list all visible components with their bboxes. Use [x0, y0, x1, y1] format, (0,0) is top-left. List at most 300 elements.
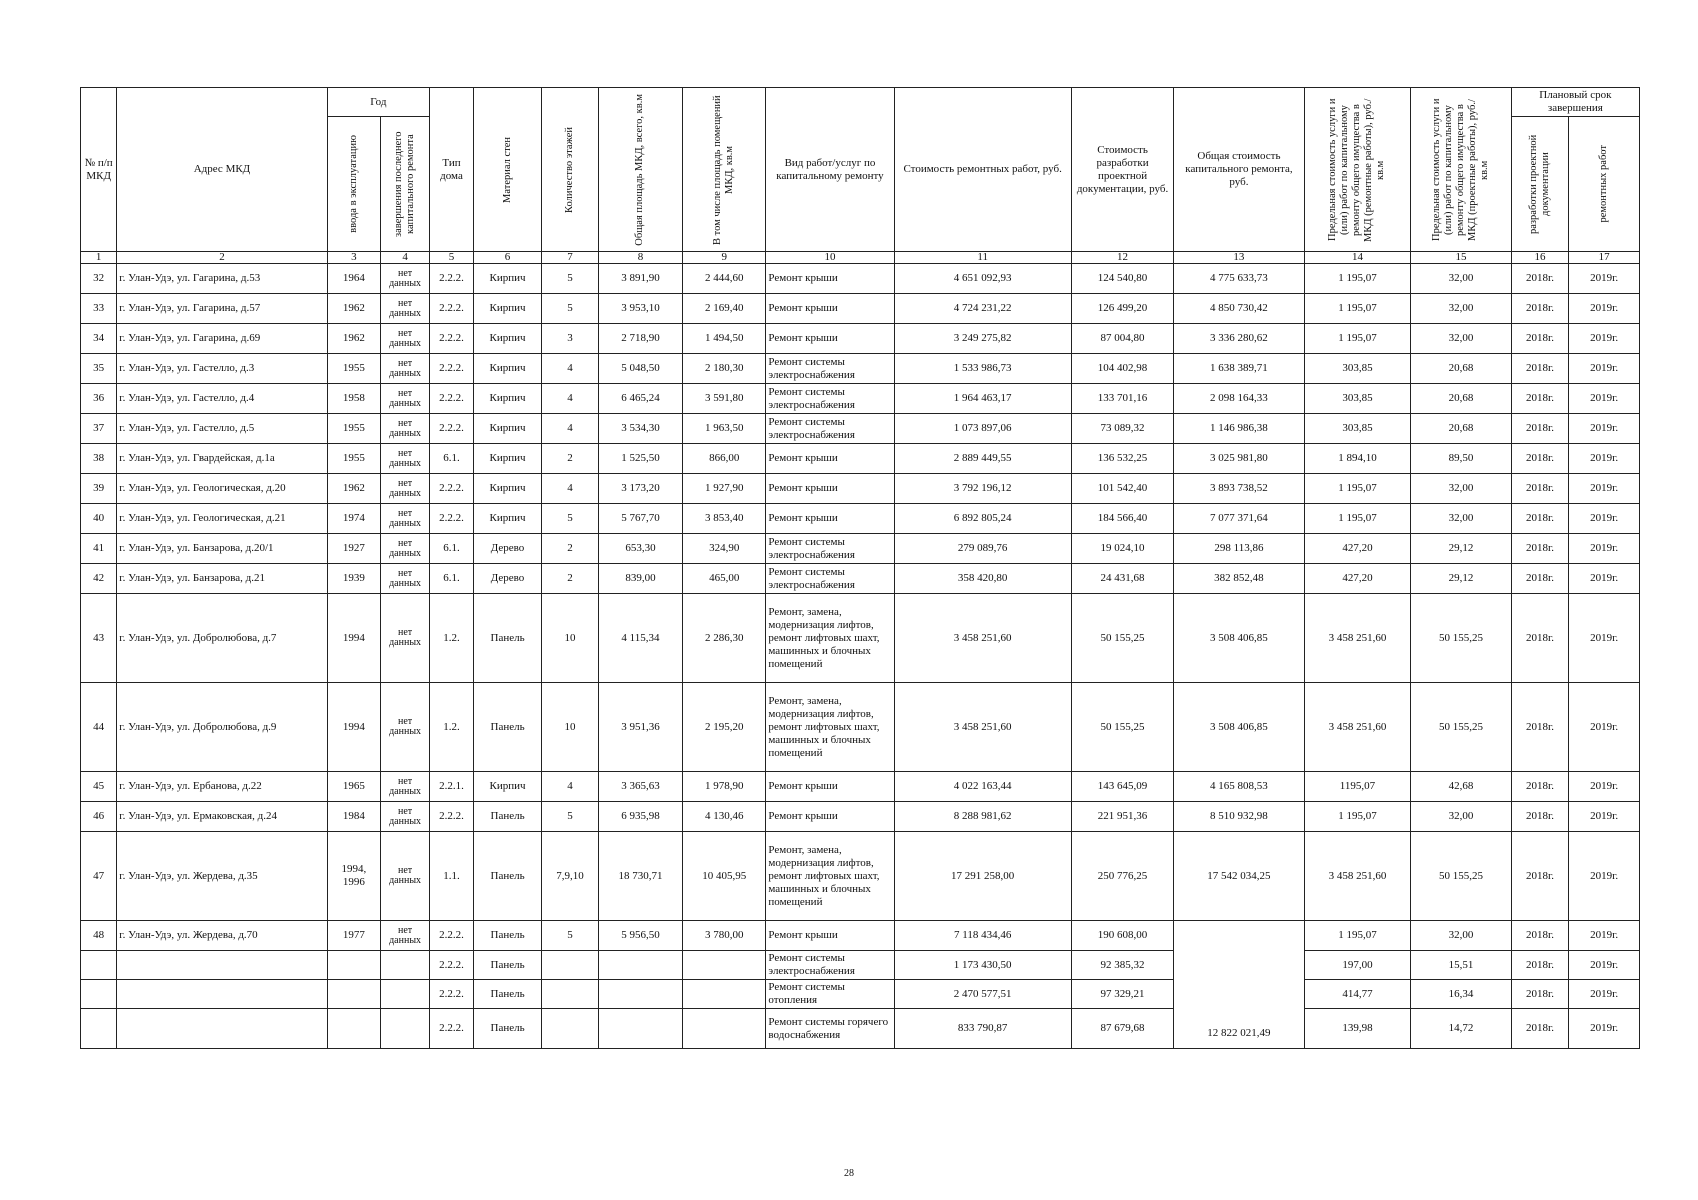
wall-material-cell: Панель — [473, 802, 541, 832]
repair-cost-cell: 17 291 258,00 — [894, 832, 1071, 921]
deadline-repair-cell: 2019г. — [1569, 384, 1640, 414]
premises-area-cell: 1 963,50 — [683, 414, 766, 444]
year-built-cell: 1962 — [327, 474, 380, 504]
repair-cost-cell: 3 458 251,60 — [894, 683, 1071, 772]
row-number: 38 — [81, 444, 117, 474]
work-type-cell: Ремонт, замена, модернизация лифтов, ремонт лифтовых шахт, машинных и блочных помещений — [766, 594, 894, 683]
repair-cost-cell: 4 022 163,44 — [894, 772, 1071, 802]
wall-material-cell: Кирпич — [473, 504, 541, 534]
limit-design-cell: 32,00 — [1411, 504, 1511, 534]
limit-repair-cell: 1 894,10 — [1304, 444, 1411, 474]
work-type-cell: Ремонт крыши — [766, 324, 894, 354]
year-repair-cell: нет данных — [381, 802, 430, 832]
limit-design-cell: 15,51 — [1411, 951, 1511, 980]
year-repair-cell: нет данных — [381, 294, 430, 324]
row-number — [81, 951, 117, 980]
year-repair-cell: нет данных — [381, 534, 430, 564]
work-type-cell: Ремонт системы отопления — [766, 980, 894, 1009]
column-number: 16 — [1511, 252, 1569, 264]
row-number: 32 — [81, 264, 117, 294]
total-cost-cell: 4 850 730,42 — [1174, 294, 1304, 324]
deadline-design-cell: 2018г. — [1511, 264, 1569, 294]
premises-area-cell: 324,90 — [683, 534, 766, 564]
work-type-cell: Ремонт, замена, модернизация лифтов, ремонт лифтовых шахт, машинных и блочных помещений — [766, 832, 894, 921]
column-number: 9 — [683, 252, 766, 264]
row-number: 36 — [81, 384, 117, 414]
house-type-cell: 2.2.2. — [430, 951, 474, 980]
house-type-cell: 2.2.2. — [430, 980, 474, 1009]
total-area-cell: 2 718,90 — [598, 324, 682, 354]
capital-repair-table — [80, 87, 1640, 1049]
design-cost-cell: 87 004,80 — [1071, 324, 1174, 354]
column-number: 11 — [894, 252, 1071, 264]
premises-area-cell: 2 180,30 — [683, 354, 766, 384]
limit-design-cell: 29,12 — [1411, 534, 1511, 564]
year-built-cell — [327, 980, 380, 1009]
limit-repair-cell: 1 195,07 — [1304, 294, 1411, 324]
work-type-cell: Ремонт крыши — [766, 474, 894, 504]
header-repair-cost: Стоимость ремонтных работ, руб. — [894, 88, 1071, 252]
wall-material-cell: Кирпич — [473, 444, 541, 474]
table-row — [81, 683, 1640, 772]
house-type-cell: 2.2.2. — [430, 802, 474, 832]
deadline-design-cell: 2018г. — [1511, 1009, 1569, 1049]
deadline-repair-cell: 2019г. — [1569, 504, 1640, 534]
deadline-design-cell: 2018г. — [1511, 474, 1569, 504]
deadline-repair-cell: 2019г. — [1569, 951, 1640, 980]
address-cell: г. Улан-Удэ, ул. Добролюбова, д.9 — [117, 683, 327, 772]
deadline-design-cell: 2018г. — [1511, 921, 1569, 951]
work-type-cell: Ремонт крыши — [766, 264, 894, 294]
wall-material-cell: Кирпич — [473, 354, 541, 384]
year-built-cell: 1939 — [327, 564, 380, 594]
deadline-repair-cell: 2019г. — [1569, 1009, 1640, 1049]
limit-repair-cell: 1 195,07 — [1304, 264, 1411, 294]
table-row — [81, 832, 1640, 921]
wall-material-cell: Панель — [473, 980, 541, 1009]
floors-cell: 4 — [542, 384, 599, 414]
total-cost-cell: 2 098 164,33 — [1174, 384, 1304, 414]
document-page — [80, 87, 1640, 1049]
total-cost-cell: 3 893 738,52 — [1174, 474, 1304, 504]
total-area-cell: 6 465,24 — [598, 384, 682, 414]
deadline-repair-cell: 2019г. — [1569, 324, 1640, 354]
total-area-cell: 3 534,30 — [598, 414, 682, 444]
design-cost-cell: 124 540,80 — [1071, 264, 1174, 294]
design-cost-cell: 92 385,32 — [1071, 951, 1174, 980]
table-row — [81, 1009, 1640, 1049]
repair-cost-cell: 3 458 251,60 — [894, 594, 1071, 683]
limit-repair-cell: 1 195,07 — [1304, 802, 1411, 832]
table-row — [81, 951, 1640, 980]
deadline-design-cell: 2018г. — [1511, 980, 1569, 1009]
repair-cost-cell: 2 470 577,51 — [894, 980, 1071, 1009]
row-number: 33 — [81, 294, 117, 324]
premises-area-cell: 1 494,50 — [683, 324, 766, 354]
house-type-cell: 6.1. — [430, 444, 474, 474]
table-row — [81, 802, 1640, 832]
row-number: 35 — [81, 354, 117, 384]
design-cost-cell: 136 532,25 — [1071, 444, 1174, 474]
address-cell: г. Улан-Удэ, ул. Гастелло, д.4 — [117, 384, 327, 414]
deadline-repair-cell: 2019г. — [1569, 772, 1640, 802]
premises-area-cell: 2 286,30 — [683, 594, 766, 683]
deadline-repair-cell: 2019г. — [1569, 832, 1640, 921]
limit-repair-cell: 139,98 — [1304, 1009, 1411, 1049]
deadline-design-cell: 2018г. — [1511, 772, 1569, 802]
total-cost-cell: 1 146 986,38 — [1174, 414, 1304, 444]
limit-repair-cell: 427,20 — [1304, 534, 1411, 564]
floors-cell: 7,9,10 — [542, 832, 599, 921]
house-type-cell: 6.1. — [430, 534, 474, 564]
table-row — [81, 474, 1640, 504]
total-cost-cell: 8 510 932,98 — [1174, 802, 1304, 832]
year-built-cell: 1958 — [327, 384, 380, 414]
year-repair-cell: нет данных — [381, 594, 430, 683]
table-row — [81, 594, 1640, 683]
column-number: 2 — [117, 252, 327, 264]
repair-cost-cell: 1 533 986,73 — [894, 354, 1071, 384]
address-cell: г. Улан-Удэ, ул. Гагарина, д.69 — [117, 324, 327, 354]
row-number: 40 — [81, 504, 117, 534]
floors-cell: 4 — [542, 474, 599, 504]
row-number: 42 — [81, 564, 117, 594]
wall-material-cell: Кирпич — [473, 264, 541, 294]
work-type-cell: Ремонт системы электроснабжения — [766, 354, 894, 384]
limit-design-cell: 29,12 — [1411, 564, 1511, 594]
limit-design-cell: 32,00 — [1411, 264, 1511, 294]
header-year: Год — [327, 88, 429, 117]
deadline-repair-cell: 2019г. — [1569, 683, 1640, 772]
design-cost-cell: 50 155,25 — [1071, 683, 1174, 772]
floors-cell: 5 — [542, 264, 599, 294]
table-body — [81, 264, 1640, 1049]
wall-material-cell: Панель — [473, 951, 541, 980]
header-deadline-repair: ремонтных работ — [1569, 117, 1640, 252]
table-row — [81, 444, 1640, 474]
total-area-cell: 1 525,50 — [598, 444, 682, 474]
year-repair-cell: нет данных — [381, 264, 430, 294]
total-area-cell: 3 173,20 — [598, 474, 682, 504]
work-type-cell: Ремонт крыши — [766, 772, 894, 802]
row-number: 47 — [81, 832, 117, 921]
column-number: 3 — [327, 252, 380, 264]
header-limit-repair: Предельная стоимость услуги и (или) работ по капитальному ремонту общего имущества в МКД (ремонтные работы), руб./кв.м — [1304, 88, 1411, 252]
design-cost-cell: 24 431,68 — [1071, 564, 1174, 594]
address-cell: г. Улан-Удэ, ул. Банзарова, д.21 — [117, 564, 327, 594]
total-cost-cell: 298 113,86 — [1174, 534, 1304, 564]
limit-design-cell: 32,00 — [1411, 324, 1511, 354]
work-type-cell: Ремонт системы горячего водоснабжения — [766, 1009, 894, 1049]
design-cost-cell: 184 566,40 — [1071, 504, 1174, 534]
deadline-design-cell: 2018г. — [1511, 504, 1569, 534]
deadline-repair-cell: 2019г. — [1569, 414, 1640, 444]
column-number: 15 — [1411, 252, 1511, 264]
row-number: 45 — [81, 772, 117, 802]
wall-material-cell: Панель — [473, 832, 541, 921]
repair-cost-cell: 3 792 196,12 — [894, 474, 1071, 504]
address-cell: г. Улан-Удэ, ул. Банзарова, д.20/1 — [117, 534, 327, 564]
deadline-design-cell: 2018г. — [1511, 414, 1569, 444]
work-type-cell: Ремонт крыши — [766, 294, 894, 324]
repair-cost-cell: 833 790,87 — [894, 1009, 1071, 1049]
column-number: 10 — [766, 252, 894, 264]
header-total-cost: Общая стоимость капитального ремонта, руб. — [1174, 88, 1304, 252]
year-repair-cell: нет данных — [381, 832, 430, 921]
column-number: 1 — [81, 252, 117, 264]
house-type-cell: 2.2.2. — [430, 414, 474, 444]
deadline-design-cell: 2018г. — [1511, 444, 1569, 474]
limit-repair-cell: 414,77 — [1304, 980, 1411, 1009]
premises-area-cell: 465,00 — [683, 564, 766, 594]
design-cost-cell: 87 679,68 — [1071, 1009, 1174, 1049]
floors-cell: 2 — [542, 444, 599, 474]
deadline-design-cell: 2018г. — [1511, 324, 1569, 354]
row-number: 48 — [81, 921, 117, 951]
address-cell: г. Улан-Удэ, ул. Жердева, д.70 — [117, 921, 327, 951]
table-row — [81, 564, 1640, 594]
column-number: 12 — [1071, 252, 1174, 264]
deadline-design-cell: 2018г. — [1511, 564, 1569, 594]
total-cost-cell: 3 025 981,80 — [1174, 444, 1304, 474]
total-area-cell: 18 730,71 — [598, 832, 682, 921]
row-number — [81, 980, 117, 1009]
deadline-repair-cell: 2019г. — [1569, 564, 1640, 594]
table-row — [81, 772, 1640, 802]
total-area-cell: 3 951,36 — [598, 683, 682, 772]
work-type-cell: Ремонт системы электроснабжения — [766, 951, 894, 980]
deadline-repair-cell: 2019г. — [1569, 474, 1640, 504]
limit-repair-cell: 303,85 — [1304, 414, 1411, 444]
repair-cost-cell: 4 651 092,93 — [894, 264, 1071, 294]
total-cost-cell: 4 165 808,53 — [1174, 772, 1304, 802]
wall-material-cell: Панель — [473, 594, 541, 683]
header-floors: Количество этажей — [542, 88, 599, 252]
table-row — [81, 414, 1640, 444]
floors-cell: 5 — [542, 294, 599, 324]
design-cost-cell: 104 402,98 — [1071, 354, 1174, 384]
house-type-cell: 2.2.2. — [430, 474, 474, 504]
year-built-cell: 1927 — [327, 534, 380, 564]
work-type-cell: Ремонт крыши — [766, 444, 894, 474]
deadline-repair-cell: 2019г. — [1569, 354, 1640, 384]
column-number: 7 — [542, 252, 599, 264]
limit-design-cell: 20,68 — [1411, 384, 1511, 414]
header-address: Адрес МКД — [117, 88, 327, 252]
premises-area-cell — [683, 951, 766, 980]
design-cost-cell: 190 608,00 — [1071, 921, 1174, 951]
limit-design-cell: 32,00 — [1411, 474, 1511, 504]
floors-cell — [542, 980, 599, 1009]
total-cost-cell: 4 775 633,73 — [1174, 264, 1304, 294]
design-cost-cell: 221 951,36 — [1071, 802, 1174, 832]
address-cell: г. Улан-Удэ, ул. Гагарина, д.53 — [117, 264, 327, 294]
address-cell: г. Улан-Удэ, ул. Ермаковская, д.24 — [117, 802, 327, 832]
work-type-cell: Ремонт системы электроснабжения — [766, 534, 894, 564]
year-repair-cell — [381, 1009, 430, 1049]
address-cell: г. Улан-Удэ, ул. Гагарина, д.57 — [117, 294, 327, 324]
design-cost-cell: 50 155,25 — [1071, 594, 1174, 683]
premises-area-cell: 4 130,46 — [683, 802, 766, 832]
house-type-cell: 2.2.2. — [430, 1009, 474, 1049]
house-type-cell: 2.2.2. — [430, 264, 474, 294]
limit-design-cell: 50 155,25 — [1411, 683, 1511, 772]
premises-area-cell: 866,00 — [683, 444, 766, 474]
wall-material-cell: Панель — [473, 1009, 541, 1049]
year-repair-cell: нет данных — [381, 354, 430, 384]
year-built-cell: 1964 — [327, 264, 380, 294]
repair-cost-cell: 7 118 434,46 — [894, 921, 1071, 951]
header-year-built: ввода в эксплуатацию — [327, 117, 380, 252]
limit-design-cell: 89,50 — [1411, 444, 1511, 474]
floors-cell: 2 — [542, 534, 599, 564]
table-row — [81, 324, 1640, 354]
total-area-cell: 5 048,50 — [598, 354, 682, 384]
table-row — [81, 264, 1640, 294]
row-number: 43 — [81, 594, 117, 683]
address-cell: г. Улан-Удэ, ул. Добролюбова, д.7 — [117, 594, 327, 683]
limit-design-cell: 32,00 — [1411, 802, 1511, 832]
header-house-type: Тип дома — [430, 88, 474, 252]
header-work-type: Вид работ/услуг по капитальному ремонту — [766, 88, 894, 252]
year-built-cell: 1977 — [327, 921, 380, 951]
address-cell: г. Улан-Удэ, ул. Гвардейская, д.1а — [117, 444, 327, 474]
design-cost-cell: 143 645,09 — [1071, 772, 1174, 802]
house-type-cell: 1.1. — [430, 832, 474, 921]
premises-area-cell: 3 591,80 — [683, 384, 766, 414]
year-repair-cell: нет данных — [381, 474, 430, 504]
total-cost-cell: 3 336 280,62 — [1174, 324, 1304, 354]
premises-area-cell: 2 444,60 — [683, 264, 766, 294]
address-cell: г. Улан-Удэ, ул. Гастелло, д.3 — [117, 354, 327, 384]
year-built-cell: 1974 — [327, 504, 380, 534]
total-area-cell: 3 891,90 — [598, 264, 682, 294]
total-cost-cell: 12 822 021,49 — [1174, 921, 1304, 1049]
design-cost-cell: 73 089,32 — [1071, 414, 1174, 444]
deadline-repair-cell: 2019г. — [1569, 921, 1640, 951]
total-area-cell: 4 115,34 — [598, 594, 682, 683]
repair-cost-cell: 6 892 805,24 — [894, 504, 1071, 534]
row-number: 39 — [81, 474, 117, 504]
address-cell: г. Улан-Удэ, ул. Геологическая, д.20 — [117, 474, 327, 504]
header-limit-design: Предельная стоимость услуги и (или) работ по капитальному ремонту общего имущества в МКД (проектные работы), руб./кв.м — [1411, 88, 1511, 252]
header-total-area: Общая площадь МКД, всего, кв.м — [598, 88, 682, 252]
wall-material-cell: Кирпич — [473, 384, 541, 414]
floors-cell: 2 — [542, 564, 599, 594]
table-row — [81, 921, 1640, 951]
limit-repair-cell: 427,20 — [1304, 564, 1411, 594]
year-repair-cell: нет данных — [381, 683, 430, 772]
floors-cell: 5 — [542, 921, 599, 951]
year-built-cell: 1955 — [327, 354, 380, 384]
floors-cell: 4 — [542, 772, 599, 802]
address-cell: г. Улан-Удэ, ул. Ербанова, д.22 — [117, 772, 327, 802]
deadline-repair-cell: 2019г. — [1569, 264, 1640, 294]
total-area-cell: 6 935,98 — [598, 802, 682, 832]
limit-repair-cell: 3 458 251,60 — [1304, 683, 1411, 772]
wall-material-cell: Кирпич — [473, 772, 541, 802]
house-type-cell: 2.2.2. — [430, 921, 474, 951]
deadline-repair-cell: 2019г. — [1569, 294, 1640, 324]
column-number: 14 — [1304, 252, 1411, 264]
year-repair-cell: нет данных — [381, 921, 430, 951]
wall-material-cell: Кирпич — [473, 294, 541, 324]
deadline-repair-cell: 2019г. — [1569, 594, 1640, 683]
limit-design-cell: 32,00 — [1411, 921, 1511, 951]
deadline-repair-cell: 2019г. — [1569, 444, 1640, 474]
table-row — [81, 534, 1640, 564]
year-repair-cell: нет данных — [381, 444, 430, 474]
repair-cost-cell: 1 964 463,17 — [894, 384, 1071, 414]
floors-cell: 5 — [542, 504, 599, 534]
limit-repair-cell: 1 195,07 — [1304, 324, 1411, 354]
repair-cost-cell: 2 889 449,55 — [894, 444, 1071, 474]
year-built-cell: 1955 — [327, 444, 380, 474]
design-cost-cell: 250 776,25 — [1071, 832, 1174, 921]
floors-cell: 10 — [542, 594, 599, 683]
year-repair-cell: нет данных — [381, 324, 430, 354]
year-repair-cell: нет данных — [381, 414, 430, 444]
limit-repair-cell: 303,85 — [1304, 354, 1411, 384]
year-built-cell: 1962 — [327, 324, 380, 354]
total-cost-cell: 3 508 406,85 — [1174, 594, 1304, 683]
column-number: 13 — [1174, 252, 1304, 264]
premises-area-cell: 1 927,90 — [683, 474, 766, 504]
premises-area-cell: 2 169,40 — [683, 294, 766, 324]
row-number: 34 — [81, 324, 117, 354]
floors-cell — [542, 951, 599, 980]
year-built-cell: 1994 — [327, 683, 380, 772]
table-row — [81, 354, 1640, 384]
wall-material-cell: Панель — [473, 683, 541, 772]
deadline-design-cell: 2018г. — [1511, 354, 1569, 384]
limit-repair-cell: 197,00 — [1304, 951, 1411, 980]
address-cell — [117, 951, 327, 980]
limit-repair-cell: 1195,07 — [1304, 772, 1411, 802]
header-wall: Материал стен — [473, 88, 541, 252]
work-type-cell: Ремонт системы электроснабжения — [766, 384, 894, 414]
premises-area-cell: 10 405,95 — [683, 832, 766, 921]
limit-repair-cell: 3 458 251,60 — [1304, 594, 1411, 683]
column-number: 5 — [430, 252, 474, 264]
header-deadline: Плановый срок завершения — [1511, 88, 1639, 117]
floors-cell: 3 — [542, 324, 599, 354]
repair-cost-cell: 4 724 231,22 — [894, 294, 1071, 324]
header-deadline-design: разработки проектной документации — [1511, 117, 1569, 252]
limit-design-cell: 42,68 — [1411, 772, 1511, 802]
year-repair-cell — [381, 980, 430, 1009]
total-area-cell: 839,00 — [598, 564, 682, 594]
premises-area-cell: 2 195,20 — [683, 683, 766, 772]
total-area-cell: 5 956,50 — [598, 921, 682, 951]
deadline-design-cell: 2018г. — [1511, 594, 1569, 683]
limit-design-cell: 16,34 — [1411, 980, 1511, 1009]
header-design-cost: Стоимость разработки проектной документации, руб. — [1071, 88, 1174, 252]
limit-repair-cell: 1 195,07 — [1304, 921, 1411, 951]
house-type-cell: 2.2.1. — [430, 772, 474, 802]
work-type-cell: Ремонт системы электроснабжения — [766, 414, 894, 444]
table-row — [81, 294, 1640, 324]
house-type-cell: 2.2.2. — [430, 324, 474, 354]
house-type-cell: 2.2.2. — [430, 294, 474, 324]
repair-cost-cell: 1 073 897,06 — [894, 414, 1071, 444]
total-area-cell — [598, 951, 682, 980]
wall-material-cell: Дерево — [473, 564, 541, 594]
total-area-cell: 653,30 — [598, 534, 682, 564]
house-type-cell: 6.1. — [430, 564, 474, 594]
repair-cost-cell: 358 420,80 — [894, 564, 1071, 594]
column-number-row — [81, 252, 1640, 264]
